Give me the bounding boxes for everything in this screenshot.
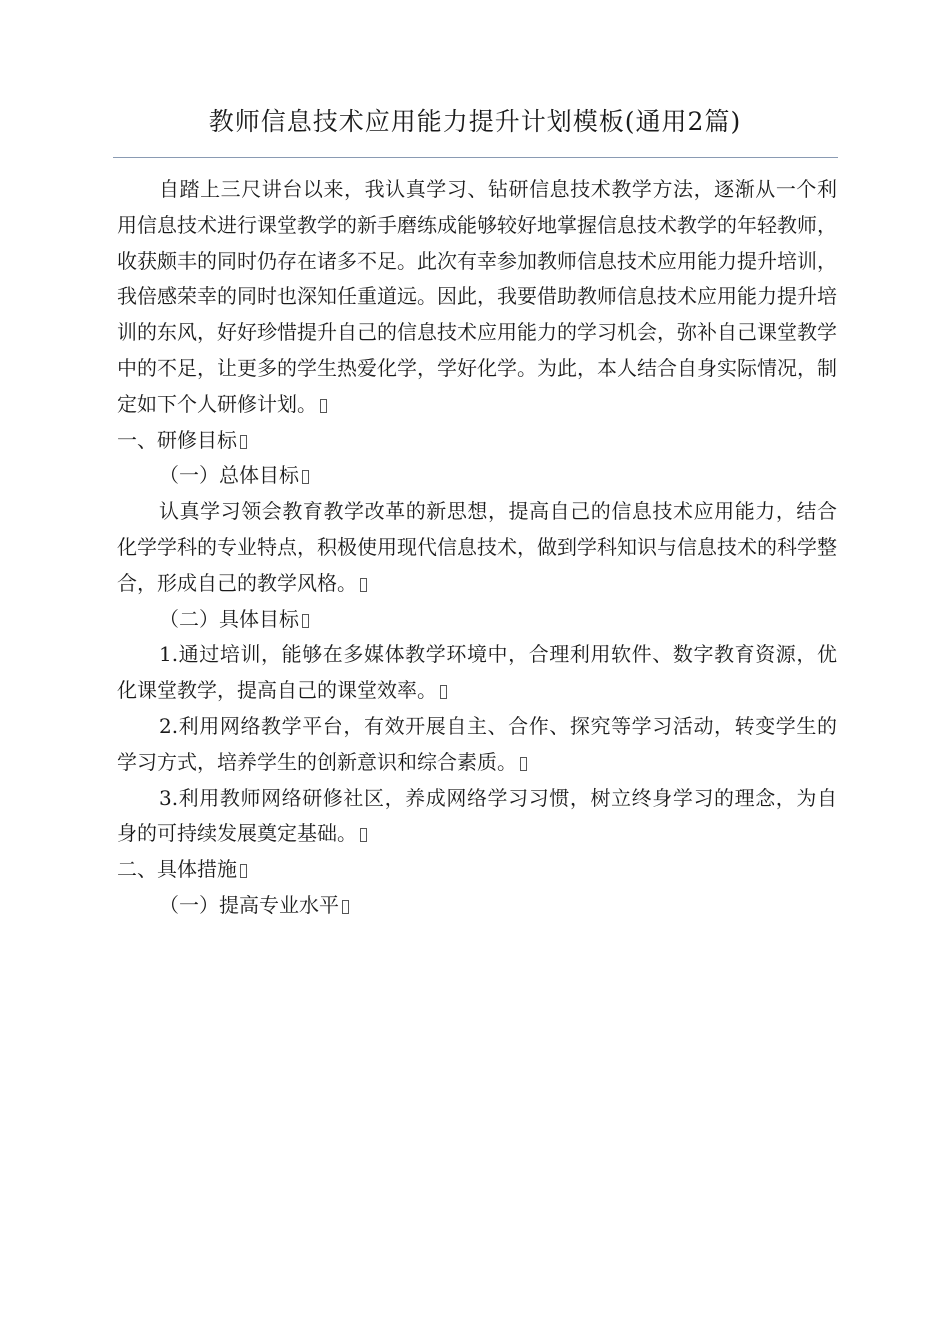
paragraph-mark-icon	[360, 578, 367, 592]
intro-text: 自踏上三尺讲台以来，我认真学习、钻研信息技术教学方法，逐渐从一个利用信息技术进行课堂教学的新手磨练成能够较好地掌握信息技术教学的年轻教师，收获颇丰的同时仍存在诸多不足。此次有幸参加教师信息技术应用能力提升培训，我倍感荣幸的同时也深知任重道远。因此，我要借助教师信息技术应用能力提升培训的东风，好好珍惜提升自己的信息技术应用能力的学习机会，弥补自己课堂教学中的不足，让更多的学生热爱化学，学好化学。为此，本人结合自身实际情况，制定如下个人研修计划。	[117, 177, 837, 416]
intro-paragraph	[117, 172, 837, 423]
overall-goal-paragraph: 认真学习领会教育教学改革的新思想，提高自己的信息技术应用能力，结合化学学科的专业特点，积极使用现代信息技术，做到学科知识与信息技术的科学整合，形成自己的教学风格。	[117, 499, 837, 595]
subheading-professional-level: （一）提高专业水平	[117, 888, 837, 924]
section-heading-measures: 二、具体措施	[117, 852, 837, 888]
document-title: 教师信息技术应用能力提升计划模板(通用2篇)	[208, 107, 742, 136]
paragraph-mark-icon	[240, 435, 247, 449]
subheading-overall-goal: （一）总体目标	[117, 458, 837, 494]
list-item: 2.利用网络教学平台，有效开展自主、合作、探究等学习活动，转变学生的学习方式，培养学生的创新意识和综合素质。	[117, 713, 837, 774]
paragraph-mark-icon	[440, 685, 447, 699]
document-body	[117, 172, 837, 924]
paragraph-mark-icon	[360, 828, 367, 842]
paragraph-mark-icon	[520, 757, 527, 771]
section-heading-goals: 一、研修目标	[117, 423, 837, 459]
paragraph-mark-icon	[342, 900, 349, 914]
list-item: 1.通过培训，能够在多媒体教学环境中，合理利用软件、数字教育资源，优化课堂教学，提高自己的课堂效率。	[117, 642, 837, 703]
title-underline	[113, 157, 838, 158]
paragraph-mark-icon	[240, 864, 247, 878]
paragraph-mark-icon	[320, 399, 327, 413]
subheading-specific-goals: （二）具体目标	[117, 602, 837, 638]
paragraph-mark-icon	[302, 470, 309, 484]
paragraph-mark-icon	[302, 614, 309, 628]
list-item: 3.利用教师网络研修社区，养成网络学习习惯，树立终身学习的理念，为自身的可持续发展奠定基础。	[117, 785, 837, 846]
